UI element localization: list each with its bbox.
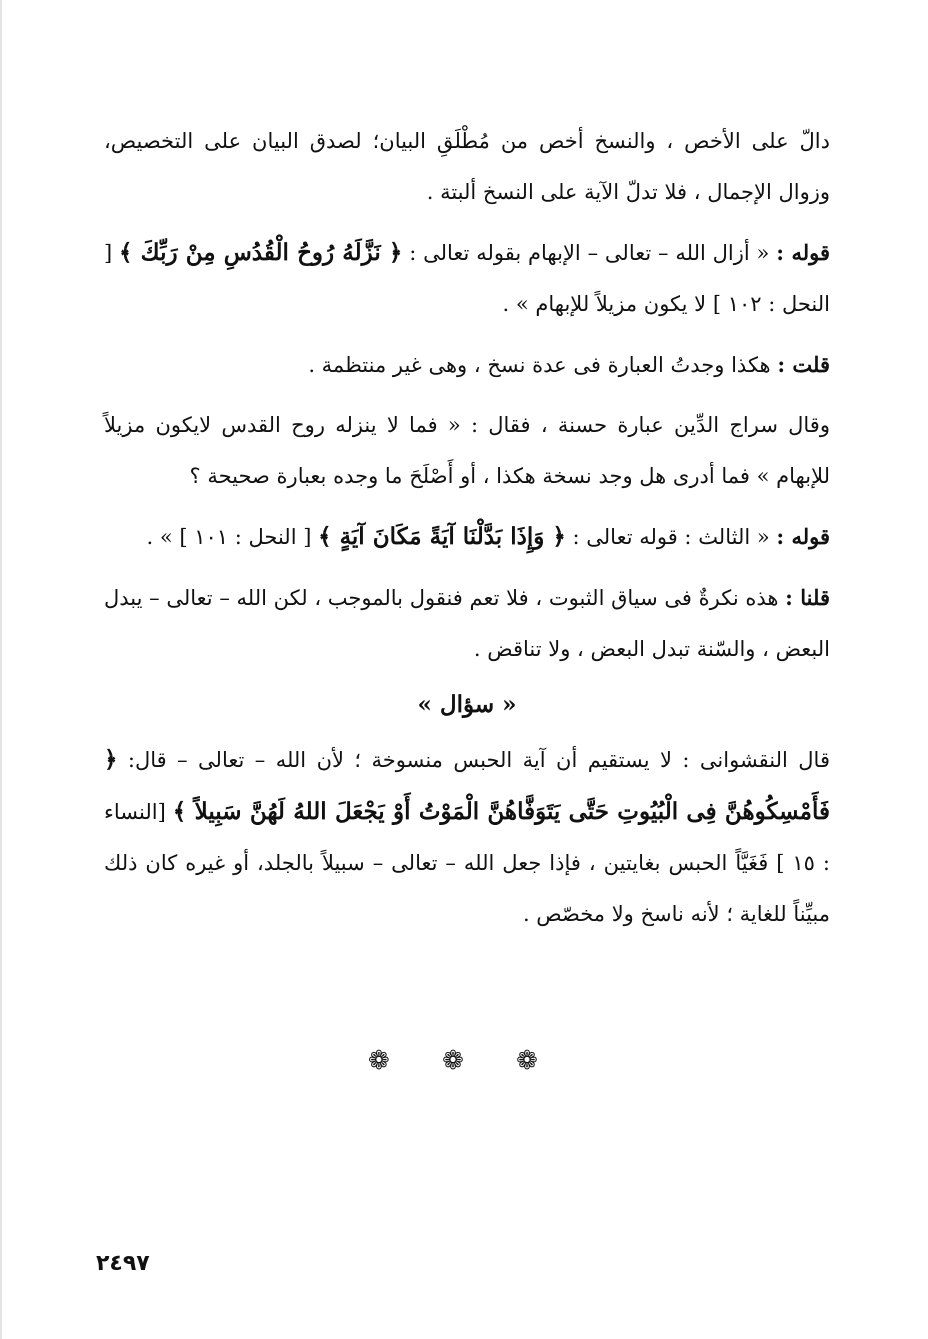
paragraph-4-text: وقال سراج الدِّين عبارة حسنة ، فقال : « فما لا ينزله روح القدس لايكون مزيلاً للإبهام » فما أدرى هل وجد نسخة هكذا ، أو أَصْلَحَ ما وجده بعبارة صحيحة ؟ [104, 413, 830, 488]
paragraph-3-text: هكذا وجدتُ العبارة فى عدة نسخ ، وهى غير منتظمة . [308, 353, 771, 377]
paragraph-4 [104, 400, 830, 502]
paragraph-7-text-a: قال النقشوانى : لا يستقيم أن آية الحبس منسوخة ؛ لأن الله – تعالى – قال: [127, 748, 830, 772]
paragraph-2-lead: قوله : [776, 240, 831, 265]
paragraph-2-text-b: [ النحل : ١٠٢ ] لا يكون مزيلاً للإبهام » . [104, 241, 830, 316]
paragraph-1-text: دالّ على الأخص ، والنسخ أخص من مُطْلَقِ البيان؛ لصدق البيان على التخصيص، وزوال الإجمال ، فلا تدلّ الآية على النسخ ألبتة . [104, 129, 830, 204]
paragraph-1 [104, 116, 830, 218]
quran-verse-3: ﴿ فَأَمْسِكُوهُنَّ فِى الْبُيُوتِ حَتَّى يَتَوَفَّاهُنَّ الْمَوْتُ أَوْ يَجْعَلَ اللهُ لَهُنَّ سَبِيلاً ﴾ [104, 746, 830, 825]
paragraph-3-lead: قلت : [777, 352, 830, 377]
page-number: ٢٤٩٧ [96, 1251, 150, 1276]
quran-verse-2: ﴿ وَإِذَا بَدَّلْنَا آيَةً مَكَانَ آيَةٍ ﴾ [318, 523, 566, 550]
paragraph-5-lead: قوله : [776, 524, 830, 549]
paragraph-6 [104, 572, 830, 675]
body-text [104, 116, 830, 940]
paragraph-6-lead: قلنا : [785, 585, 830, 610]
paragraph-7 [104, 734, 830, 940]
paragraph-3 [104, 339, 830, 391]
scan-edge [0, 0, 2, 1339]
paragraph-7-text-b: [النساء : ١٥ ] فَغَيَّاً الحبس بغايتين ، فإذا جعل الله – تعالى – سبيلاً بالجلد، أو غيره كان ذلك مبيِّناً للغاية ؛ لأنه ناسخ ولا مخصّص . [104, 800, 830, 926]
quran-verse-1: ﴿ نَزَّلَهُ رُوحُ الْقُدُسِ مِنْ رَبِّكَ ﴾ [119, 239, 403, 266]
section-separator: ❁ ❁ ❁ [368, 1046, 560, 1076]
paragraph-6-text: هذه نكرةٌ فى سياق الثبوت ، فلا تعم فنقول بالموجب ، لكن الله – تعالى – يبدل البعض ، والسّنة تبدل البعض ، ولا تناقض . [104, 586, 830, 661]
paragraph-2-text-a: « أزال الله – تعالى – الإبهام بقوله تعالى : [409, 241, 770, 265]
paragraph-5-text-a: « الثالث : قوله تعالى : [572, 525, 770, 549]
paragraph-5 [104, 511, 830, 563]
paragraph-2 [104, 227, 830, 330]
section-heading: « سؤال » [417, 691, 517, 718]
paragraph-5-text-b: [ النحل : ١٠١ ] » . [146, 525, 312, 549]
